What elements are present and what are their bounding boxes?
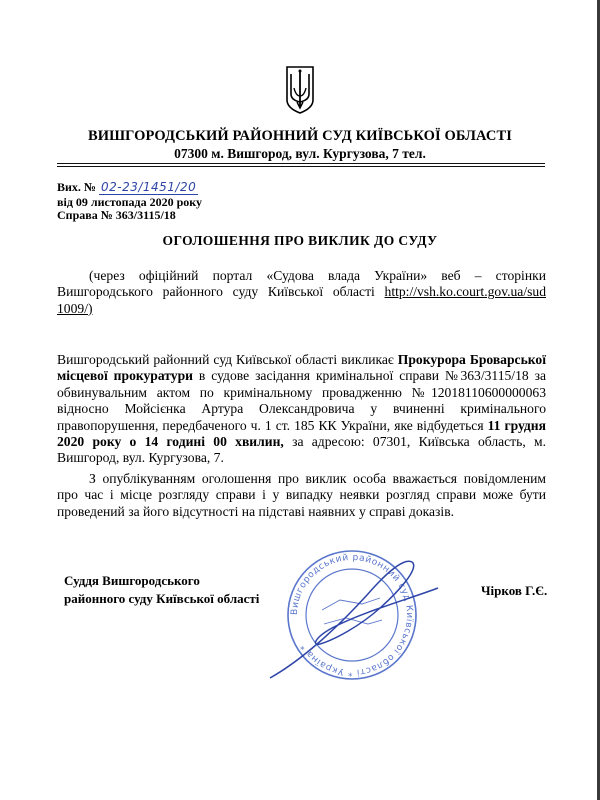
court-portal-link[interactable]: http://vsh.ko.court.gov.ua/sud 1009/) bbox=[57, 284, 546, 316]
summoned-party: Прокурора Броварської місцевої прокуратури bbox=[57, 352, 546, 384]
publication-note-text: (через офіційний портал «Судова влада України» веб – сторінки Вишгородського районного суду Київської області bbox=[57, 268, 546, 300]
summons-paragraph bbox=[57, 352, 546, 467]
header-divider-secondary bbox=[57, 166, 545, 167]
summons-text-middle: в судове засідання кримінальної справи №363/3115/18 за обвинувальним актом по кримінальному провадженню №12018110600000063 відносно Мойсієнка Артура Олександровича у вчиненні кримінального правопорушення, передбаченого ч. 1 ст. 185 КК України, яке відбудеться bbox=[57, 368, 546, 433]
publication-note bbox=[57, 268, 546, 317]
court-seal-stamp bbox=[262, 540, 442, 690]
header-divider bbox=[57, 163, 545, 164]
trident-emblem-icon bbox=[285, 66, 315, 114]
document-title: ОГОЛОШЕННЯ ПРО ВИКЛИК ДО СУДУ bbox=[162, 233, 438, 248]
outgoing-number-line bbox=[57, 180, 198, 195]
hearing-datetime: 11 грудня 2020 року о 14 годині 00 хвилин, bbox=[57, 417, 546, 450]
stamp-ring-text: Вишгородський районний суд Київської області * Україна * bbox=[289, 552, 415, 678]
notice-paragraph: З опублікуванням оголошення про виклик особа вважається повідомленим про час і місце розгляду справи і у випадку неявки розгляд справи може бути проведений за його відсутності на підставі наявних у справі доказів. bbox=[57, 471, 546, 519]
court-address: 07300 м. Вишгород, вул. Кургузова, 7 тел. bbox=[174, 146, 426, 161]
summons-text-end: за адресою: 07301, Київська область, м. Вишгород, вул. Кургузова, 7. bbox=[57, 434, 546, 466]
judge-position-line2: районного суду Київської області bbox=[64, 591, 260, 606]
court-name: ВИШГОРОДСЬКИЙ РАЙОННИЙ СУД КИЇВСЬКОЇ ОБЛАСТІ bbox=[87, 128, 512, 144]
outgoing-number-handwritten: 02-23/1451/20 bbox=[100, 180, 197, 194]
outgoing-label: Вих. № bbox=[57, 180, 96, 194]
svg-text:Вишгородський районний суд Киї bbox=[290, 553, 414, 677]
judge-position bbox=[64, 572, 259, 608]
case-number: Справа № 363/3115/18 bbox=[57, 208, 176, 222]
document-date: від 09 листопада 2020 року bbox=[57, 195, 202, 209]
judge-name: Чірков Г.Є. bbox=[481, 583, 548, 598]
judge-position-line1: Суддя Вишгородського bbox=[64, 573, 200, 588]
summons-text-start: Вишгородський районний суд Київської області викликає bbox=[57, 352, 398, 367]
